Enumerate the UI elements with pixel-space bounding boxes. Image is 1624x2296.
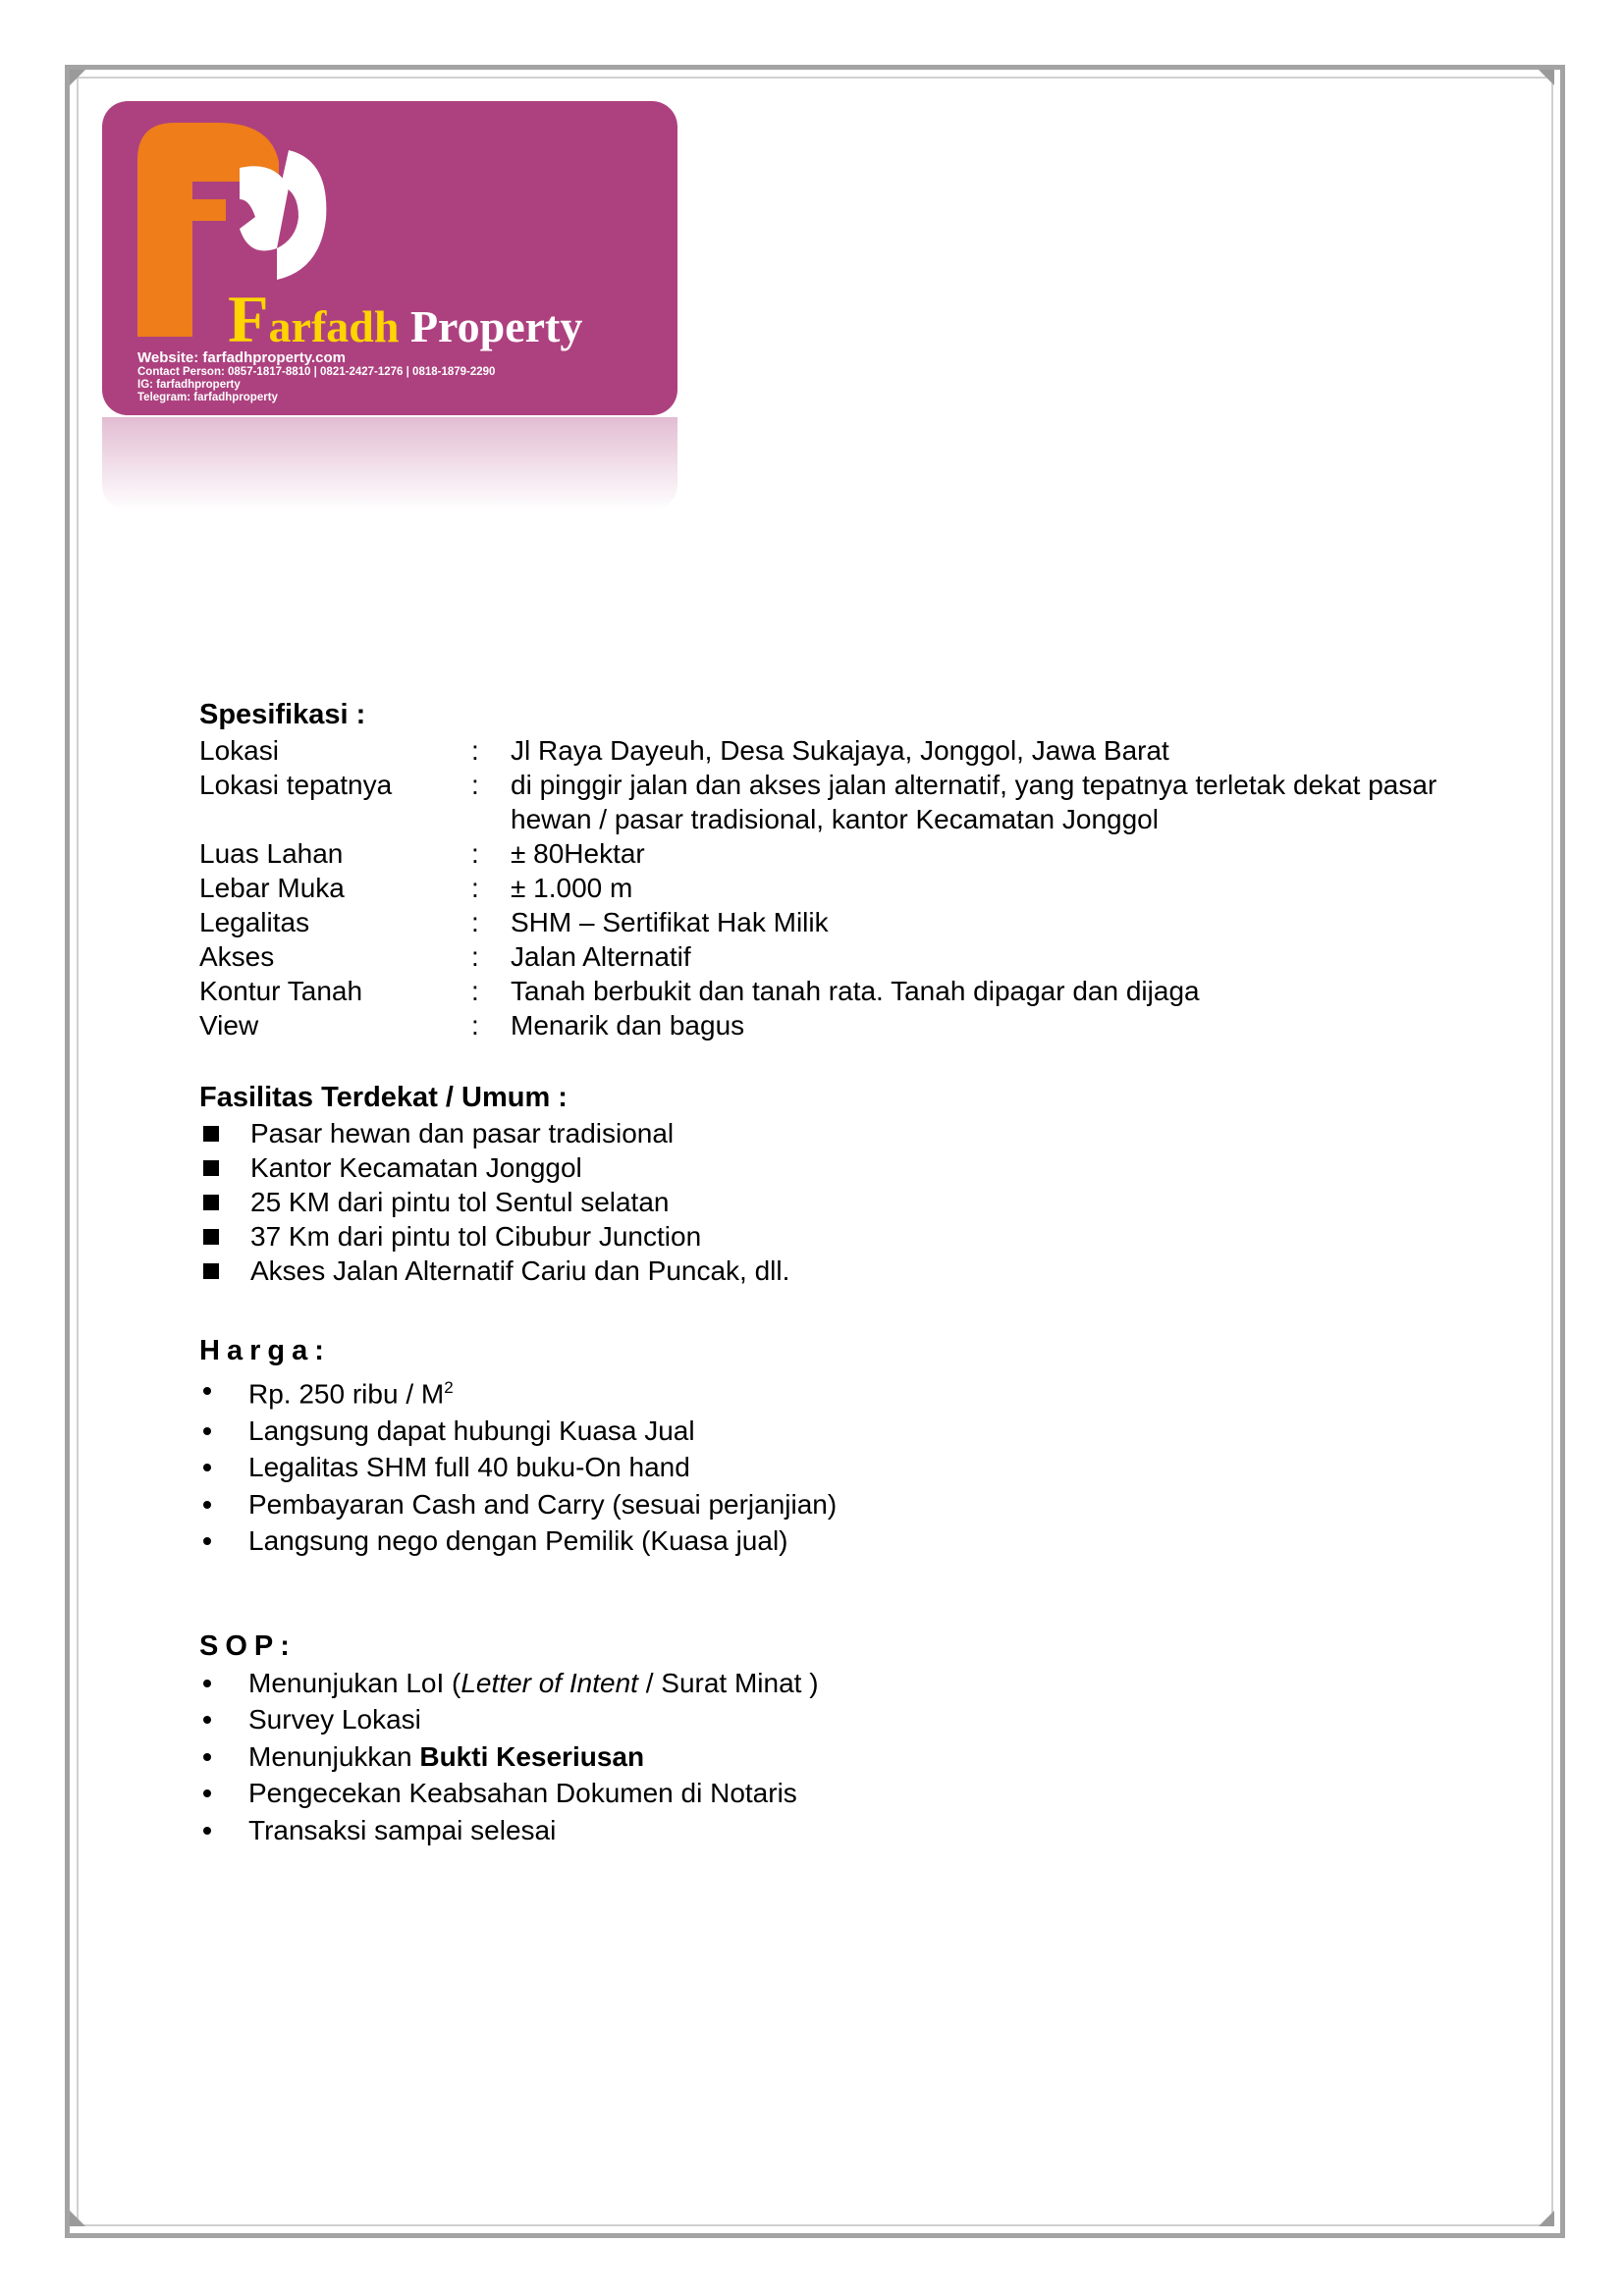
- round-bullet-icon: [203, 1537, 211, 1545]
- square-bullet-icon: [203, 1126, 219, 1142]
- spec-row: Kontur Tanah : Tanah berbukit dan tanah rata. Tanah dipagar dan dijaga: [199, 976, 1200, 1006]
- square-bullet-icon: [203, 1263, 219, 1279]
- list-item: Transaksi sampai selesai: [199, 1812, 1476, 1849]
- list-item: Rp. 250 ribu / $M^2$: [199, 1369, 1476, 1413]
- harga-title: Harga:: [199, 1335, 331, 1366]
- list-item: 37 Km dari pintu tol Cibubur Junction: [199, 1219, 1476, 1254]
- company-logo: [102, 101, 677, 415]
- spesifikasi-table: [199, 733, 1476, 1042]
- square-bullet-icon: [203, 1229, 219, 1245]
- round-bullet-icon: [203, 1716, 211, 1724]
- list-item: 25 KM dari pintu tol Sentul selatan: [199, 1185, 1476, 1219]
- spec-row: Luas Lahan : ± 80Hektar: [199, 838, 645, 869]
- spec-row: Legalitas : SHM – Sertifikat Hak Milik: [199, 907, 829, 937]
- document-body: [199, 697, 1476, 1848]
- round-bullet-icon: [203, 1427, 211, 1435]
- spec-row: Lokasi : Jl Raya Dayeuh, Desa Sukajaya, Jonggol, Jawa Barat: [199, 735, 1169, 766]
- corner-ornament: [70, 2211, 85, 2226]
- square-bullet-icon: [203, 1160, 219, 1176]
- spesifikasi-title: Spesifikasi :: [199, 699, 366, 730]
- list-item: Menunjukan LoI (Letter of Intent / Surat Minat ): [199, 1665, 1476, 1702]
- sop-list: [199, 1665, 1476, 1849]
- corner-ornament: [1539, 70, 1554, 85]
- spec-row: Lokasi tepatnya : di pinggir jalan dan akses jalan alternatif, yang tepatnya terletak dekat pasar hewan / pasar tradisional, kantor Kecamatan Jonggol: [199, 770, 1437, 834]
- list-item: Survey Lokasi: [199, 1701, 1476, 1738]
- list-item: Pembayaran Cash and Carry (sesuai perjanjian): [199, 1486, 1476, 1523]
- logo-reflection: [102, 417, 677, 510]
- list-item: Pengecekan Keabsahan Dokumen di Notaris: [199, 1775, 1476, 1812]
- square-bullet-icon: [203, 1195, 219, 1210]
- fasilitas-list: [199, 1116, 1476, 1288]
- spec-row: Akses : Jalan Alternatif: [199, 941, 691, 972]
- logo-contact-person: Contact Person: 0857-1817-8810 | 0821-2427-1276 | 0818-1879-2290: [137, 366, 496, 378]
- round-bullet-icon: [203, 1827, 211, 1835]
- logo-brand-name: Farfadh Property: [228, 282, 583, 356]
- round-bullet-icon: [203, 1464, 211, 1471]
- list-item: Pasar hewan dan pasar tradisional: [199, 1116, 1476, 1150]
- round-bullet-icon: [203, 1789, 211, 1797]
- list-item: Akses Jalan Alternatif Cariu dan Puncak, dll.: [199, 1254, 1476, 1288]
- round-bullet-icon: [203, 1387, 211, 1395]
- corner-ornament: [70, 70, 85, 85]
- list-item: Langsung dapat hubungi Kuasa Jual: [199, 1413, 1476, 1450]
- sop-title: SOP:: [199, 1629, 297, 1662]
- list-item: Menunjukkan Bukti Keseriusan: [199, 1738, 1476, 1776]
- round-bullet-icon: [203, 1753, 211, 1761]
- round-bullet-icon: [203, 1680, 211, 1687]
- list-item: Kantor Kecamatan Jonggol: [199, 1150, 1476, 1185]
- spec-row: View : Menarik dan bagus: [199, 1010, 745, 1041]
- round-bullet-icon: [203, 1501, 211, 1509]
- list-item: Langsung nego dengan Pemilik (Kuasa jual): [199, 1522, 1476, 1560]
- spec-row: Lebar Muka : ± 1.000 m: [199, 873, 633, 903]
- fasilitas-title: Fasilitas Terdekat / Umum :: [199, 1082, 568, 1113]
- logo-contact-block: [137, 350, 495, 404]
- harga-list: [199, 1369, 1476, 1560]
- logo-telegram: Telegram: farfadhproperty: [137, 392, 278, 403]
- logo-website: Website: farfadhproperty.com: [137, 349, 346, 366]
- logo-instagram: IG: farfadhproperty: [137, 379, 241, 391]
- corner-ornament: [1539, 2211, 1554, 2226]
- list-item: Legalitas SHM full 40 buku-On hand: [199, 1449, 1476, 1486]
